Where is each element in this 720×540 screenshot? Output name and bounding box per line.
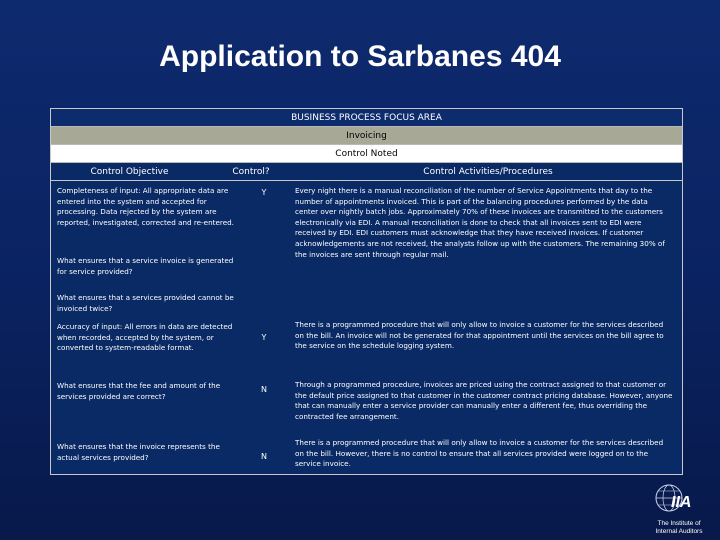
header-control-objective: Control Objective	[51, 163, 208, 181]
objective-actual-services: What ensures that the invoice represents the actual services provided?	[57, 442, 220, 462]
objective-invoice-generated: What ensures that a service invoice is generated for service provided?	[57, 256, 234, 276]
header-control-activities: Control Activities/Procedures	[294, 163, 682, 181]
iia-logo-text	[640, 520, 718, 536]
iia-logo-line2: Internal Auditors	[655, 528, 703, 535]
objective-invoice-twice: What ensures that a services provided cannot be invoiced twice?	[57, 293, 234, 313]
activities-completeness: Every night there is a manual reconciliation of the number of Service Appointments that day to the number of appointments invoiced. This is part of the balancing procedures performed by the data center over nightly batch jobs. Approximately 70% of these invoices are transmitted to the customers electronically via EDI. A manual reconciliation is done to check that all invoices sent to EDI were received by EDI. EDI customers must acknowledge that they have received invoices. If customer acknowledgements are not received, the analysts follow up with the customers. The remaining 30% of the invoices are sent through regular mail.	[295, 186, 665, 259]
control-flag-accuracy: Y	[261, 333, 267, 342]
iia-logo-line1: The Institute of	[657, 520, 701, 527]
control-table	[50, 108, 683, 475]
activities-fee: Through a programmed procedure, invoices are priced using the contract assigned to that customer or the default price assigned to that customer in the customer contract pricing database. However, anyone that can manually enter a service provider can manually enter a different fee, thus overriding the contracted fee arrangement.	[295, 380, 673, 421]
header-control: Control?	[208, 163, 294, 181]
control-flag-completeness: Y	[261, 188, 267, 197]
slide-title: Application to Sarbanes 404	[159, 40, 561, 73]
objective-accuracy: Accuracy of input: All errors in data are detected when recorded, accepted by the system, or converted to system-readable format.	[57, 322, 233, 353]
control-noted-band: Control Noted	[51, 145, 682, 163]
process-band: Invoicing	[51, 127, 682, 145]
focus-area-band: BUSINESS PROCESS FOCUS AREA	[51, 109, 682, 127]
objective-completeness: Completeness of input: All appropriate data are entered into the system and accepted for processing. Data rejected by the system are reported, investigated, corrected and re-entered.	[57, 186, 234, 227]
activities-actual-services: There is a programmed procedure that will only allow to invoice a customer for the services described on the bill. However, there is no control to ensure that all services provided were logged on to the service invoice.	[295, 438, 664, 469]
iia-mark: IIA	[671, 494, 692, 511]
objective-fee: What ensures that the fee and amount of the services provided are correct?	[57, 381, 221, 401]
activities-accuracy: There is a programmed procedure that will only allow to invoice a customer for the services described on the bill. An invoice will not be generated for that appointment until the services on the bill agree to the service on the schedule logging system.	[295, 320, 664, 351]
control-flag-actual-services: N	[261, 452, 267, 461]
control-flag-fee: N	[261, 385, 267, 394]
